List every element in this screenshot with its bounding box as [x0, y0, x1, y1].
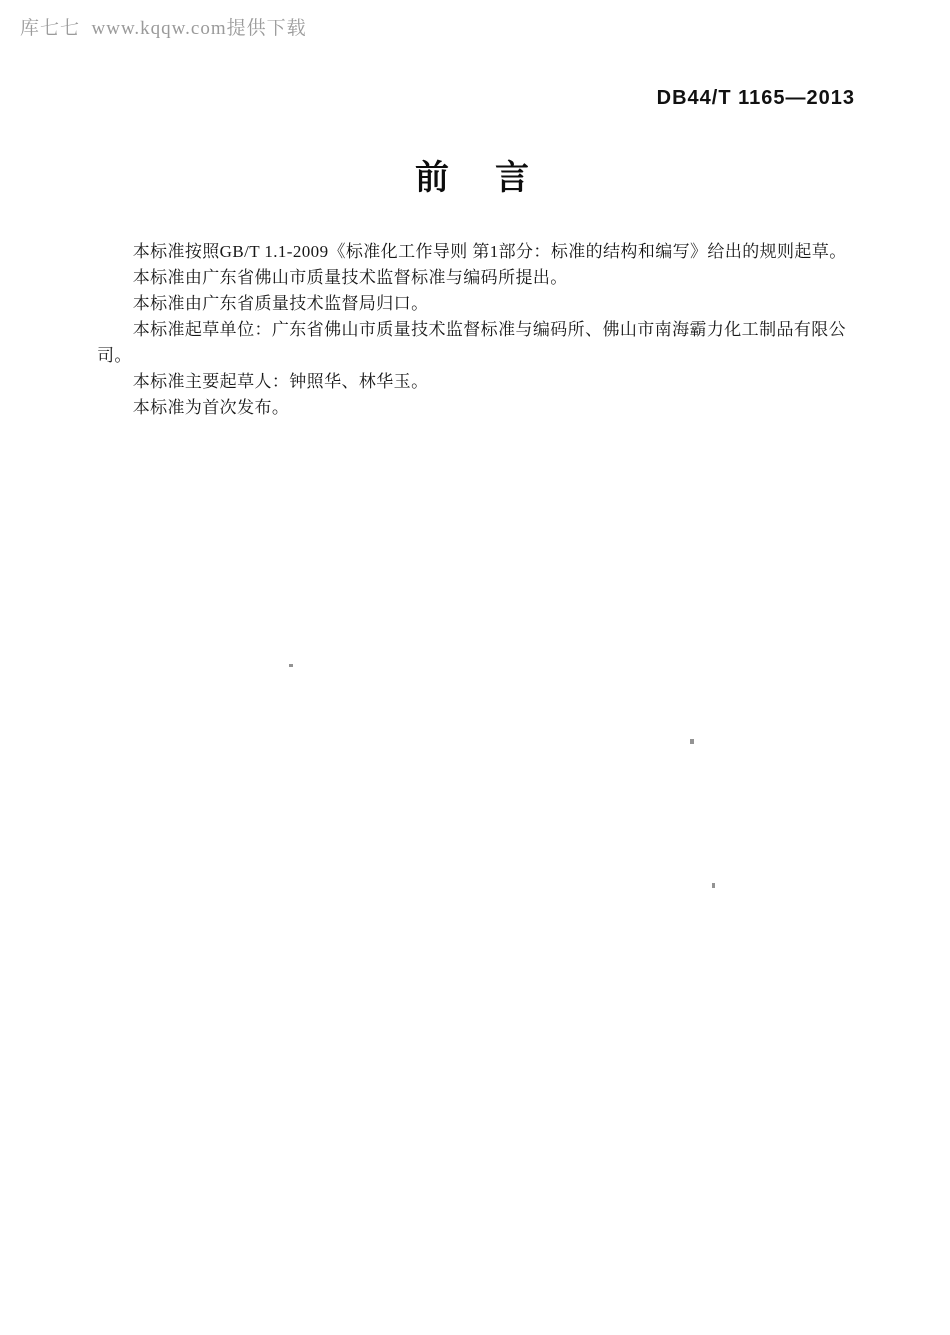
watermark-text: 库七七 www.kqqw.com提供下载: [20, 18, 307, 39]
page-title: 前 言: [415, 159, 535, 197]
paragraph-drafting-organizations: 本标准起草单位：广东省佛山市质量技术监督标准与编码所、佛山市南海霸力化工制品有限公司。: [97, 320, 847, 365]
doc-number: DB44/T 1165—2013: [656, 87, 855, 109]
scan-artifact-dot: [712, 883, 715, 888]
paragraph-rule-basis: 本标准按照GB/T 1.1-2009《标准化工作导则 第1部分：标准的结构和编写》给出的规则起草。: [132, 242, 847, 261]
paragraph-first-issue: 本标准为首次发布。: [132, 398, 290, 417]
foreword-body: [97, 239, 857, 421]
scan-artifact-dot: [289, 664, 293, 667]
paragraph-proposed-by: 本标准由广东省佛山市质量技术监督标准与编码所提出。: [132, 268, 568, 287]
paragraph-centralized-by: 本标准由广东省质量技术监督局归口。: [132, 294, 429, 313]
paragraph-drafters: 本标准主要起草人：钟照华、林华玉。: [132, 372, 429, 391]
scan-artifact-dot: [690, 739, 694, 744]
